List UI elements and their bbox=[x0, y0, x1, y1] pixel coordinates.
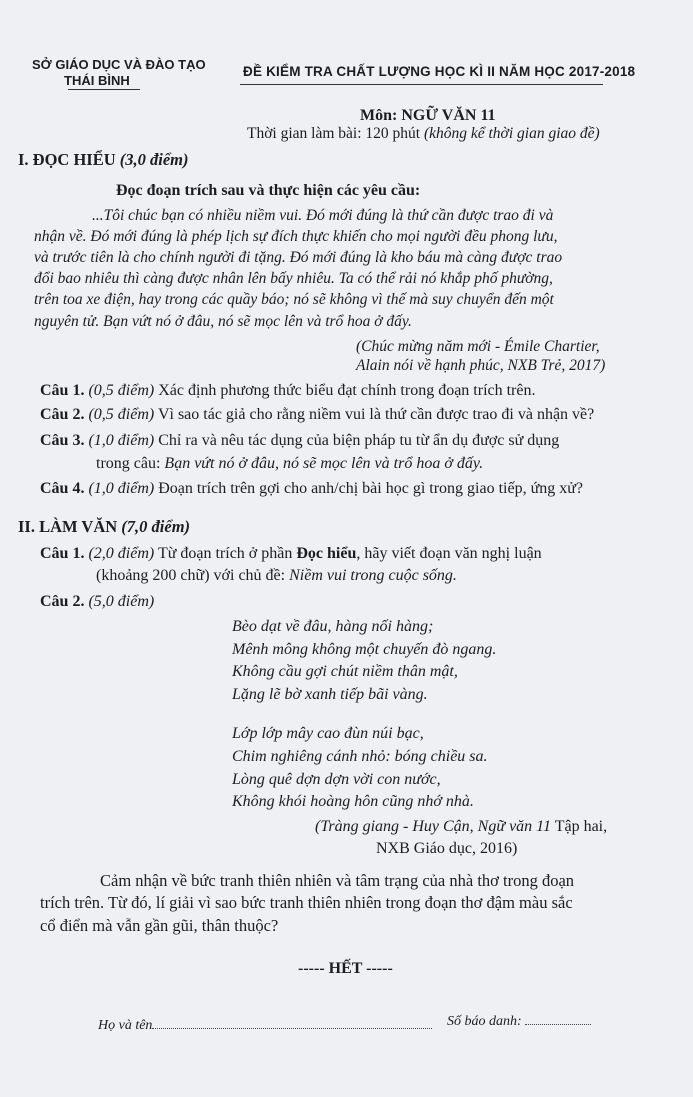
poem-line: Lòng quê dợn dợn vời con nước, bbox=[232, 771, 441, 788]
poem-source-publisher: NXB Giáo dục, 2016) bbox=[376, 840, 518, 857]
essay-question-1-line2 bbox=[96, 567, 457, 585]
poem-source-author: (Tràng giang - Huy Cận, bbox=[315, 818, 474, 835]
org-province: THÁI BÌNH bbox=[64, 73, 130, 88]
question-points: (0,5 điểm) bbox=[88, 406, 155, 423]
question-text: (khoảng 200 chữ) với chủ đề: bbox=[96, 567, 286, 584]
poem-source-book: Ngữ văn 11 bbox=[477, 818, 551, 835]
question-text: Từ đoạn trích ở phần bbox=[157, 545, 293, 562]
passage-line: nguyên tử. Bạn vứt nó ở đâu, nó sẽ mọc lên và trổ hoa ở đấy. bbox=[34, 313, 412, 330]
essay-prompt-line: cổ điển mà vẫn gần gũi, thân thuộc? bbox=[40, 916, 279, 935]
question-3 bbox=[40, 432, 559, 450]
question-text: Xác định phương thức biểu đạt chính trong đoạn trích trên. bbox=[158, 382, 536, 399]
question-text: , hãy viết đoạn văn nghị luận bbox=[356, 545, 542, 562]
subject: Môn: NGỮ VĂN 11 bbox=[360, 107, 496, 124]
question-text: Đoạn trích trên gợi cho anh/chị bài học gì trong giao tiếp, ứng xử? bbox=[158, 480, 584, 497]
question-label: Câu 2. bbox=[40, 406, 85, 423]
question-points: (1,0 điểm) bbox=[88, 480, 155, 497]
part1-points: (3,0 điểm) bbox=[119, 150, 189, 169]
question-2 bbox=[40, 406, 594, 424]
question-3-line2 bbox=[96, 455, 483, 473]
candidate-name-line bbox=[152, 1028, 432, 1029]
part1-instruction: Đọc đoạn trích sau và thực hiện các yêu cầu: bbox=[116, 182, 421, 199]
org-underline bbox=[68, 89, 140, 90]
question-points: (0,5 điểm) bbox=[88, 382, 155, 399]
title-underline bbox=[240, 84, 603, 85]
time-limit bbox=[247, 125, 600, 143]
question-quote: Bạn vứt nó ở đâu, nó sẽ mọc lên và trổ hoa ở đấy. bbox=[164, 455, 484, 472]
question-points: (1,0 điểm) bbox=[88, 432, 155, 449]
poem-line: Lớp lớp mây cao đùn núi bạc, bbox=[232, 725, 424, 742]
question-label: Câu 1. bbox=[40, 545, 85, 562]
question-label: Câu 2. bbox=[40, 593, 85, 610]
time-limit-note: (không kể thời gian giao đề) bbox=[423, 125, 600, 142]
passage-source: (Chúc mừng năm mới - Émile Chartier, bbox=[356, 338, 600, 355]
part2-title: II. LÀM VĂN bbox=[18, 517, 118, 536]
essay-prompt-line: trích trên. Từ đó, lí giải vì sao bức tranh thiên nhiên trong đoạn thơ đậm màu sắc bbox=[40, 893, 573, 912]
poem-line: Bèo dạt về đâu, hàng nối hàng; bbox=[232, 618, 434, 635]
passage-line: và trước tiên là cho chính người đi tặng. Đó mới đúng là kho báu mà càng được trao bbox=[34, 249, 563, 266]
question-text: Vì sao tác giả cho rằng niềm vui là thứ cần được trao đi và nhận về? bbox=[157, 406, 595, 423]
passage-source: Alain nói về hạnh phúc, NXB Trẻ, 2017) bbox=[356, 357, 606, 374]
candidate-id-line bbox=[525, 1024, 591, 1025]
poem-source bbox=[315, 818, 607, 836]
question-text: Chỉ ra và nêu tác dụng của biện pháp tu từ ẩn dụ được sử dụng bbox=[158, 432, 560, 449]
part1-title: I. ĐỌC HIỂU bbox=[18, 150, 116, 169]
candidate-name-label: Họ và tên bbox=[98, 1018, 153, 1033]
end-mark: ----- HẾT ----- bbox=[298, 960, 393, 977]
question-points: (2,0 điểm) bbox=[88, 545, 155, 562]
poem-line: Mênh mông không một chuyến đò ngang. bbox=[232, 641, 497, 658]
poem-line: Chim nghiêng cánh nhỏ: bóng chiều sa. bbox=[232, 748, 488, 765]
part1-heading bbox=[18, 150, 189, 170]
question-points: (5,0 điểm) bbox=[88, 593, 155, 610]
poem-line: Lặng lẽ bờ xanh tiếp bãi vàng. bbox=[232, 686, 428, 703]
candidate-id-label: Số báo danh: bbox=[447, 1014, 522, 1029]
essay-prompt-line: Cảm nhận về bức tranh thiên nhiên và tâm trạng của nhà thơ trong đoạn bbox=[100, 871, 575, 890]
poem-source-volume: Tập hai, bbox=[554, 818, 608, 835]
candidate-id-field bbox=[447, 1014, 591, 1030]
question-label: Câu 3. bbox=[40, 432, 85, 449]
question-label: Câu 1. bbox=[40, 382, 85, 399]
question-1 bbox=[40, 382, 535, 400]
org-name: SỞ GIÁO DỤC VÀ ĐÀO TẠO bbox=[32, 57, 206, 72]
question-text: trong câu: bbox=[96, 455, 161, 472]
part2-heading bbox=[18, 517, 190, 537]
passage-line: đổi bao nhiêu thì càng được nhân lên bấy nhiêu. Ta có thể rải nó khắp phố phường, bbox=[34, 270, 553, 287]
question-bold-ref: Đọc hiểu bbox=[296, 545, 357, 562]
poem-line: Không cầu gợi chút niềm thân mật, bbox=[232, 663, 458, 680]
essay-question-2 bbox=[40, 593, 154, 611]
poem-line: Không khói hoàng hôn cũng nhớ nhà. bbox=[232, 793, 474, 810]
question-topic: Niềm vui trong cuộc sống. bbox=[289, 567, 457, 584]
part2-points: (7,0 điểm) bbox=[121, 517, 191, 536]
question-4 bbox=[40, 480, 583, 498]
essay-question-1 bbox=[40, 545, 542, 563]
passage-line: nhận về. Đó mới đúng là phép lịch sự đích thực khiến cho mọi người đều phong lưu, bbox=[34, 228, 558, 245]
passage-line: ...Tôi chúc bạn có nhiều niềm vui. Đó mới đúng là thứ cần được trao đi và bbox=[92, 207, 554, 224]
exam-title: ĐỀ KIỂM TRA CHẤT LƯỢNG HỌC KÌ II NĂM HỌC 2017-2018 bbox=[243, 64, 636, 79]
question-label: Câu 4. bbox=[40, 480, 85, 497]
time-limit-text: Thời gian làm bài: 120 phút bbox=[247, 125, 421, 142]
candidate-name-field bbox=[98, 1018, 432, 1034]
passage-line: trên toa xe điện, hay trong các quầy báo; nó sẽ không vì thế mà suy chuyển đến một bbox=[34, 291, 554, 308]
